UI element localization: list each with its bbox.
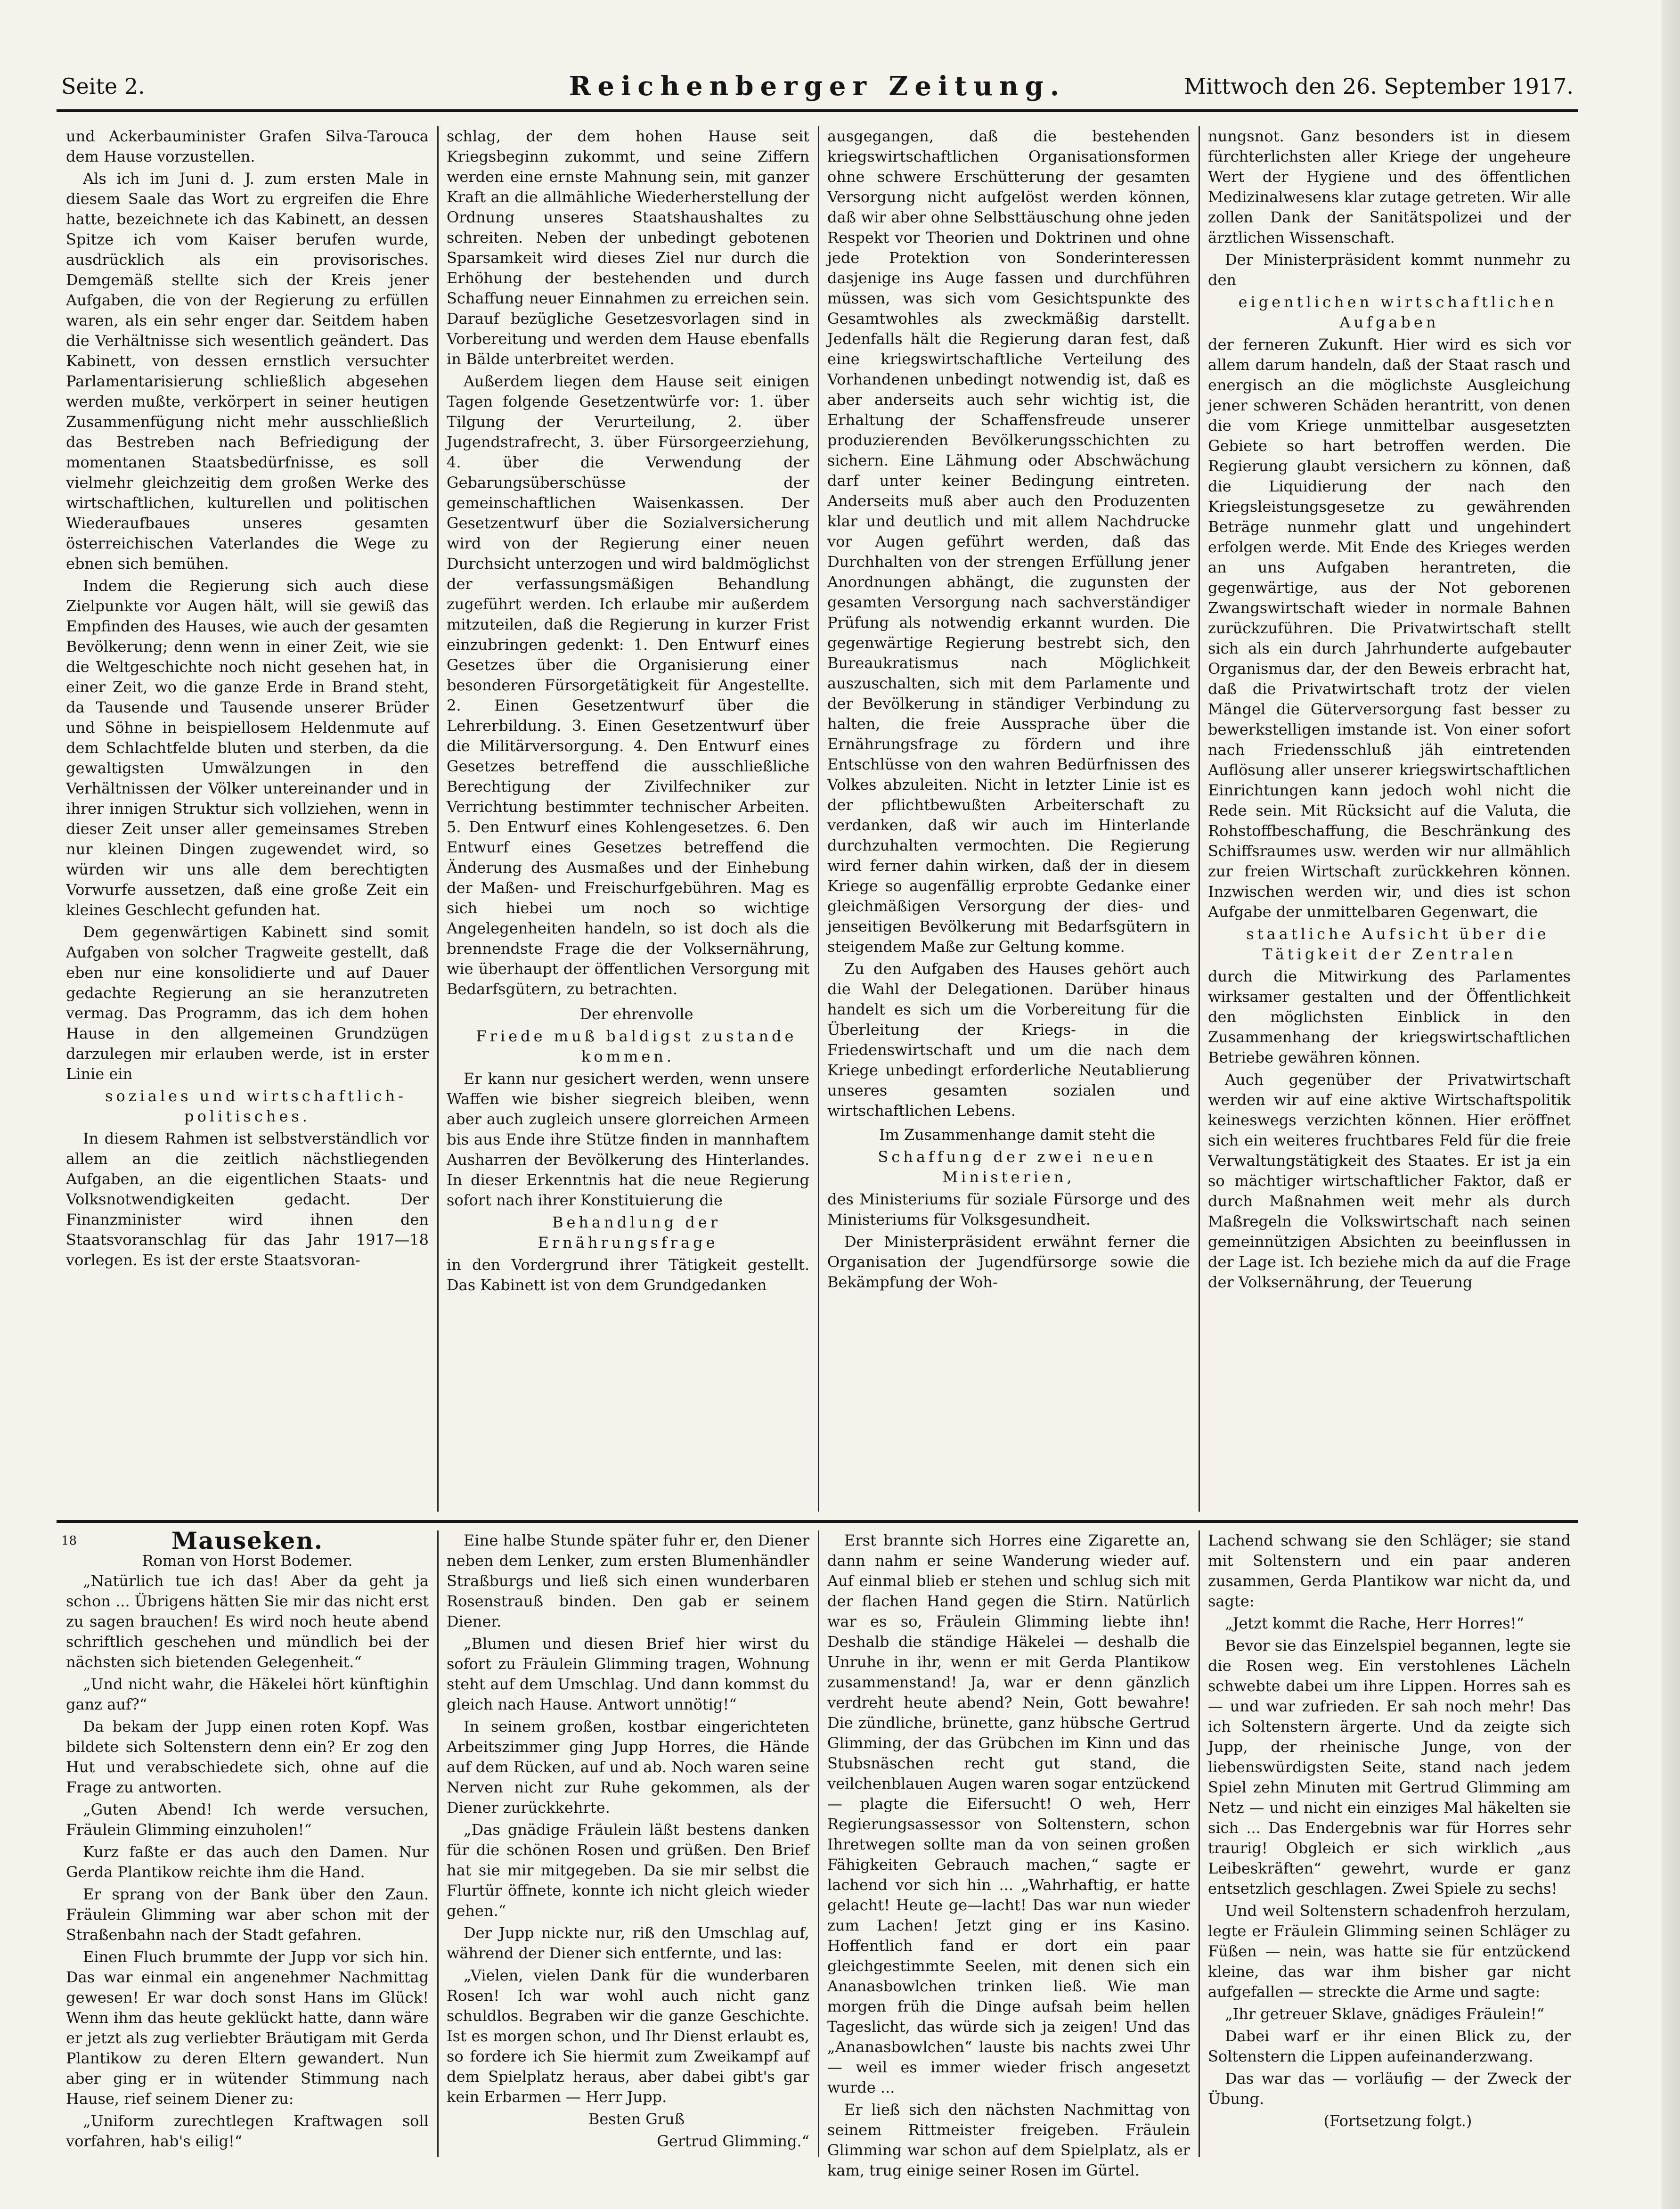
- paragraph: „Das gnädige Fräulein läßt bestens danken für die schönen Rosen und grüßen. Den Brief hat sie mir mitgegeben. Da sie mir selbst die Flurtür öffnete, konnte ich nicht gleich wieder gehen.“: [447, 1821, 809, 1920]
- column-divider: [437, 126, 439, 1512]
- paragraph: Dabei warf er ihr einen Blick zu, der Soltenstern die Lippen aufeinanderzwang.: [1208, 2027, 1571, 2065]
- column-divider: [818, 1530, 819, 2157]
- paragraph: Als ich im Juni d. J. zum ersten Male in diesem Saale das Wort zu ergreifen die Ehre hatte, bezeichnete ich das Kabinett, an dessen Spitze ich vom Kaiser berufen wurde, ausdrücklich als ein provisorisches. Demgemäß stellte sich der Kreis jener Aufgaben, die von der Regierung zu erfüllen waren, als ein sehr enger dar. Seitdem haben die Verhältnisse sich wesentlich geändert. Das Kabinett, von dessen ernstlich versuchter Parlamentarisierung schließlich abgesehen werden mußte, verkörpert in seiner heutigen Zusammenfügung nicht mehr ausschließlich das Bestreben nach Befriedigung der momentanen Staatsbedürfnisse, es soll vielmehr gleichzeitig dem großen Werke des wirtschaftlichen, kulturellen und politischen Wiederaufbaues unseres gesamten österreichischen Vaterlandes die Wege zu ebnen sich bemühen.: [66, 170, 429, 573]
- header-rule: [57, 109, 1578, 112]
- paragraph: „Uniform zurechtlegen Kraftwagen soll vorfahren, hab's eilig!“: [66, 2112, 429, 2150]
- section-subheading: Schaffung der zwei neuen Ministerien,: [878, 1148, 1157, 1186]
- feuilleton-column-1: [66, 1527, 429, 2157]
- letter-signature: Gertrud Glimming.“: [657, 2132, 809, 2150]
- paragraph: durch die Mitwirkung des Parlamentes wirksamer gestalten und der Öffentlichkeit den möglichsten Einblick in den Zusammenhang der kriegswirtschaftlichen Betriebe gewähren können.: [1208, 967, 1571, 1066]
- paragraph: und Ackerbauminister Grafen Silva-Tarouca dem Hause vorzustellen.: [66, 127, 429, 165]
- section-subheading: soziales und wirtschaftlich-politisches.: [105, 1087, 407, 1125]
- novel-title: Mauseken.: [171, 1527, 324, 1554]
- paragraph: Zu den Aufgaben des Hauses gehört auch die Wahl der Delegationen. Darüber hinaus handelt es sich um die Vorbereitung für die Überleitung der Kriegs- in die Friedenswirtschaft und um die nach dem Kriege unbedingt erforderliche Neutablierung unseres gesamten sozialen und wirtschaftlichen Lebens.: [827, 960, 1190, 1120]
- paragraph: „Natürlich tue ich das! Aber da geht ja schon ... Übrigens hätten Sie mir das nicht erst zu sagen brauchen! Es wird noch heute abend schriftlich geschehen und mündlich bei der nächsten sich bietenden Gelegenheit.“: [66, 1572, 429, 1671]
- paragraph: Da bekam der Jupp einen roten Kopf. Was bildete sich Soltenstern denn ein? Er zog den Hut und verabschiedete sich, ohne auf die Frage zu antworten.: [66, 1718, 429, 1796]
- paragraph: Lachend schwang sie den Schläger; sie stand mit Soltenstern und ein paar anderen zusammen, Gerda Plantikow war nicht da, und sagte:: [1208, 1531, 1571, 1610]
- paragraph: Eine halbe Stunde später fuhr er, den Diener neben dem Lenker, zum ersten Blumenhändler Straßburgs und ließ sich einen wunderbaren Rosenstrauß binden. Den gab er seinem Diener.: [447, 1531, 809, 1630]
- issue-date: Mittwoch den 26. September 1917.: [1183, 74, 1574, 99]
- paragraph: In seinem großen, kostbar eingerichteten Arbeitszimmer ging Jupp Horres, die Hände auf dem Rücken, auf und ab. Noch waren seine Nerven nicht zur Ruhe gekommen, als der Diener zurückkehrte.: [447, 1718, 809, 1816]
- letter-closing: Besten Gruß: [588, 2110, 685, 2128]
- paragraph: Der Ministerpräsident erwähnt ferner die Organisation der Jugendfürsorge sowie die Bekämpfung der Woh-: [827, 1233, 1190, 1291]
- column-divider: [437, 1530, 439, 2157]
- page-number-label: Seite 2.: [61, 74, 145, 99]
- paragraph: Auch gegenüber der Privatwirtschaft werden wir auf eine aktive Wirtschaftspolitik keineswegs verzichten können. Hier eröffnet sich ein weiteres fruchtbares Feld für die freie Verwaltungstätigkeit des Staates. Er ist ja ein so mächtiger wirtschaftlicher Faktor, daß er durch Maßnahmen weit mehr als durch Maßregeln die Volkswirtschaft nach seinen gemeinnützigen Absichten zu beeinflussen in der Lage ist. Ich beziehe mich da auf die Frage der Volksernährung, der Teuerung: [1208, 1071, 1571, 1291]
- paragraph: Einen Fluch brummte der Jupp vor sich hin. Das war einmal ein angenehmer Nachmittag gewesen! Er war doch sonst Hans im Glück! Wenn ihm das heute geklückt hatte, dann wäre er jetzt als zug verliebter Bräutigam mit Gerda Plantikow zu deren Eltern gewandert. Nun aber ging er in wütender Stimmung nach Hause, rief seinem Diener zu:: [66, 1948, 429, 2108]
- column-divider: [1199, 1530, 1200, 2157]
- paragraph: Indem die Regierung sich auch diese Zielpunkte vor Augen hält, will sie gewiß das Empfinden des Hauses, wie auch der gesamten Bevölkerung; denn wenn in einer Zeit, wie sie die Weltgeschichte noch nicht gesehen hat, in einer Zeit, wo die ganze Erde in Brand steht, da Tausende und Tausende unserer Brüder und Söhne in beispiellosem Heldenmute auf dem Schlachtfelde bluten und sterben, da die gewaltigsten Umwälzungen in den Verhältnissen der Völker untereinander und in ihrer innigen Struktur sich vollziehen, wenn in dieser Zeit unser aller gemeinsames Streben nur kleinen Dingen zugewendet wird, so würden wir uns alle dem berechtigten Vorwurfe aussetzen, daß eine große Zeit ein kleines Geschlecht gefunden hat.: [66, 577, 429, 919]
- paragraph: „Und nicht wahr, die Häkelei hört künftighin ganz auf?“: [66, 1675, 429, 1713]
- paragraph: In diesem Rahmen ist selbstverständlich vor allem an die zeitlich nächstliegenden Aufgaben, an die eigentlichen Staats- und Volksnotwendigkeiten gedacht. Der Finanzminister wird ihnen den Staatsvoranschlag für das Jahr 1917—18 vorlegen. Es ist der erste Staatsvoran-: [66, 1129, 429, 1269]
- paragraph: Dem gegenwärtigen Kabinett sind somit Aufgaben von solcher Tragweite gestellt, daß eben nur eine konsolidierte und auf Dauer gedachte Regierung an sie heranzutreten vermag. Das Programm, das ich dem hohen Hause in den allgemeinen Grundzügen darzulegen mir erlauben werde, ist in erster Linie ein: [66, 923, 429, 1083]
- paragraph: schlag, der dem hohen Hause seit Kriegsbeginn zukommt, und seine Ziffern werden eine ernste Mahnung sein, mit ganzer Kraft an die allmähliche Wiederherstellung der Ordnung unseres Staatshaushaltes zu schreiten. Neben der unbedingt gebotenen Sparsamkeit wird dieses Ziel nur durch die Erhöhung der bestehenden und durch Schaffung neuer Einnahmen zu erreichen sein. Darauf bezügliche Gesetzesvorlagen sind in Vorbereitung und werden dem Hause ebenfalls in Bälde unterbreitet werden.: [447, 127, 809, 368]
- section-subheading: Friede muß baldigst zustande kommen.: [476, 1027, 797, 1065]
- page-header: [57, 71, 1578, 104]
- paragraph: des Ministeriums für soziale Fürsorge und des Ministeriums für Volksgesundheit.: [827, 1190, 1190, 1228]
- paragraph: Bevor sie das Einzelspiel begannen, legte sie die Rosen weg. Ein verstohlenes Lächeln schwebte dabei um ihre Lippen. Horres sah es — und war zufrieden. Er sah noch mehr! Das ich Soltenstern ärgerte. Und da zeigte sich Jupp, der rheinische Junge, von der liebenswürdigsten Seite, stand nach jedem Spiel zehn Minuten mit Gertrud Glimming am Netz — und nicht ein einziges Mal häkelten sie sich ... Das Endergebnis war für Horres sehr traurig! Obgleich er sich wirklich „aus Leibeskräften“ gewehrt, wurde er ganz entsetzlich geschlagen. Zwei Spiele zu sechs!: [1208, 1636, 1571, 1898]
- feuilleton-rule: [57, 1520, 1578, 1523]
- section-lead: Im Zusammenhange damit steht die: [879, 1126, 1156, 1144]
- feuilleton-column-3: [827, 1530, 1190, 2179]
- article-column-4: [1208, 126, 1571, 1512]
- continuation-note: (Fortsetzung folgt.): [1323, 2112, 1472, 2130]
- novel-byline: Roman von Horst Bodemer.: [142, 1552, 353, 1570]
- section-subheading: staatliche Aufsicht über die Tätigkeit der Zentralen: [1246, 925, 1550, 963]
- paragraph: „Ihr getreuer Sklave, gnädiges Fräulein!“: [1225, 2005, 1545, 2023]
- paragraph: „Vielen, vielen Dank für die wunderbaren Rosen! Ich war wohl auch nicht ganz schuldlos. Begraben wir die ganze Geschichte. Ist es morgen schon, und Ihr Dienst erlaubt es, so fordere ich Sie hiermit zum Zweikampf auf dem Spielplatz heraus, aber dabei gibt's gar kein Erbarmen — Herr Jupp.: [447, 1966, 809, 2106]
- article-column-3: [827, 126, 1190, 1512]
- paragraph: Das war das — vorläufig — der Zweck der Übung.: [1208, 2070, 1571, 2108]
- paragraph: Und weil Soltenstern schadenfroh herzulam, legte er Fräulein Glimming seinen Schläger zu Füßen — nein, was hatte sie für entzückend kleine, das war ihm bisher gar nicht aufgefallen — streckte die Arme und sagte:: [1208, 1902, 1571, 2001]
- paragraph: Er sprang von der Bank über den Zaun. Fräulein Glimming war aber schon mit der Straßenbahn nach der Stadt gefahren.: [66, 1885, 429, 1944]
- paragraph: Er kann nur gesichert werden, wenn unsere Waffen wie bisher siegreich bleiben, wenn aber auch zugleich unsere glorreichen Armeen bis aus Ende ihre Stütze finden in mannhaftem Ausharren der Bevölkerung des Hinterlandes. In dieser Erkenntnis hat die neue Regierung sofort nach ihrer Konstituierung die: [447, 1070, 809, 1209]
- paragraph: nungsnot. Ganz besonders ist in diesem fürchterlichsten aller Kriege der ungeheure Wert der Hygiene und des öffentlichen Medizinalwesens klar zutage getreten. Wir alle zollen Dank der Sanitätspolizei und der ärztlichen Wissenschaft.: [1208, 127, 1571, 246]
- feuilleton-column-2: [447, 1530, 809, 2157]
- section-subheading: eigentlichen wirtschaftlichen Aufgaben: [1238, 293, 1558, 331]
- paragraph: ausgegangen, daß die bestehenden kriegswirtschaftlichen Organisationsformen ohne schwere Erschütterung der gesamten Versorgung nicht aufgelöst werden können, daß wir aber ohne Selbsttäuschung ohne jeden Respekt vor Theorien und Doktrinen und ohne jede Protektion von Sonderinteressen dasjenige ins Auge fassen und durchführen müssen, was sich vom Gesichtspunkte des Gesamtwohles als zweckmäßig darstellt. Jedenfalls hält die Regierung daran fest, daß eine kriegswirtschaftliche Verteilung des Vorhandenen unbedingt notwendig ist, daß es aber anderseits auch sehr wichtig ist, die Erhaltung der Schaffensfreude unserer produzierenden Bevölkerungsschichten zu sichern. Eine Lähmung oder Abschwächung darf unter keiner Bedingung eintreten. Anderseits muß aber auch den Produzenten klar und deutlich und mit allem Nachdrucke vor Augen geführt werden, daß das Durchhalten von der strengen Erfüllung jener Anordnungen abhängt, die zugunsten der gesamten Versorgung nach sachverständiger Prüfung als notwendig erkannt wurden. Die gegenwärtige Regierung bestrebt sich, den Bureaukratismus nach Möglichkeit auszuschalten, sich mit dem Parlamente und der Bevölkerung in ständiger Verbindung zu halten, die freie Aussprache über die Ernährungsfrage zu fördern und ihre Entschlüsse von den wahren Bedürfnissen des Volkes abzuleiten. Nicht in letzter Linie ist es der pflichtbewußten Arbeiterschaft zu verdanken, daß wir auch im Hinterlande durchzuhalten vermochten. Die Regierung wird ferner dahin wirken, daß der in diesem Kriege so augenfällig erprobte Gedanke einer gleichmäßigen Versorgung der dies- und jenseitigen Bevölkerung mit Bedarfsgütern in steigendem Maße zur Geltung komme.: [827, 127, 1190, 956]
- section-lead: Der ehrenvolle: [579, 1005, 693, 1023]
- article-column-1: [66, 126, 429, 1512]
- feuilleton-column-4: [1208, 1530, 1571, 2157]
- paragraph: Der Ministerpräsident kommt nunmehr zu den: [1208, 251, 1571, 289]
- paragraph: Er ließ sich den nächsten Nachmittag von seinem Rittmeister freigeben. Fräulein Glimming war schon auf dem Spielplatz, als er kam, trug einige seiner Rosen im Gürtel.: [827, 2101, 1190, 2179]
- paragraph: „Blumen und diesen Brief hier wirst du sofort zu Fräulein Glimming tragen, Wohnung steht auf dem Umschlag. Und dann kommst du gleich nach Hause. Antwort unnötig!“: [447, 1635, 809, 1713]
- column-divider: [818, 126, 819, 1512]
- paragraph: Kurz faßte er das auch den Damen. Nur Gerda Plantikow reichte ihm die Hand.: [66, 1843, 429, 1881]
- newspaper-masthead: Reichenberger Zeitung.: [569, 71, 1066, 102]
- installment-number: 18: [61, 1534, 77, 1548]
- scan-edge: [1661, 0, 1680, 2209]
- paragraph: der ferneren Zukunft. Hier wird es sich vor allem darum handeln, daß der Staat rasch und energisch an die möglichste Ausgleichung jener schweren Schäden herantritt, von denen die vom Kriege unmittelbar ausgesetzten Gebiete so hart betroffen werden. Die Regierung glaubt versichern zu können, daß die Liquidierung der nach den Kriegsleistungsgesetze zu gewährenden Beträge nunmehr glatt und ungehindert erfolgen werde. Mit Ende des Krieges werden an uns Aufgaben herantreten, die gegenwärtige, aus der Not geborenen Zwangswirtschaft wieder in normale Bahnen zurückzuführen. Die Privatwirtschaft stellt sich als ein durch Jahrhunderte aufgebauter Organismus dar, der den Beweis erbracht hat, daß die Privatwirtschaft trotz der vielen Mängel die Güterversorgung fast besser zu bewerkstelligen imstande ist. Von einer sofort nach Friedensschluß jäh eintretenden Auflösung aller unserer kriegswirtschaftlichen Einrichtungen kann jedoch wohl nicht die Rede sein. Mit Rücksicht auf die Valuta, die Rohstoffbeschaffung, die Beschränkung des Schiffsraumes usw. werden wir nur allmählich zur freien Wirtschaft zurückkehren können. Inzwischen werden wir, und dies ist schon Aufgabe der unmittelbaren Gegenwart, die: [1208, 335, 1571, 921]
- paragraph: „Guten Abend! Ich werde versuchen, Fräulein Glimming einzuholen!“: [66, 1800, 429, 1839]
- paragraph: in den Vordergrund ihrer Tätigkeit gestellt. Das Kabinett ist von dem Grundgedanken: [447, 1256, 809, 1294]
- section-subheading: Behandlung der Ernährungsfrage: [538, 1213, 721, 1252]
- paragraph: Der Jupp nickte nur, riß den Umschlag auf, während der Diener sich entfernte, und las:: [447, 1924, 809, 1962]
- column-divider: [1199, 126, 1200, 1512]
- paragraph: Außerdem liegen dem Hause seit einigen Tagen folgende Gesetzentwürfe vor: 1. über Tilgung der Verurteilung, 2. über Jugendstrafrecht, 3. über Fürsorgeerziehung, 4. über die Verwendung der Gebarungsüberschüsse der gemeinschaftlichen Waisenkassen. Der Gesetzentwurf über die Sozialversicherung wird von der Regierung einer neuen Durchsicht unterzogen und wird baldmöglichst der verfassungsmäßigen Behandlung zugeführt werden. Ich erlaube mir außerdem mitzuteilen, daß die Regierung in kurzer Frist einzubringen gedenkt: 1. Den Entwurf eines Gesetzes über die Organisierung einer besonderen Fürsorgetätigkeit für Angestellte. 2. Einen Gesetzentwurf über die Lehrerbildung. 3. Einen Gesetzentwurf über die Militärversorgung. 4. Den Entwurf eines Gesetzes betreffend die ausschließliche Berechtigung der Zivilfechniker zur Verrichtung bestimmter technischer Arbeiten. 5. Den Entwurf eines Kohlengesetzes. 6. Den Entwurf eines Gesetzes betreffend die Änderung des Ausmaßes und der Einhebung der Maßen- und Freischurfgebühren. Mag es sich hiebei um noch so wichtige Angelegenheiten handeln, so ist doch als die brennendste Frage die der Volksernährung, wie überhaupt der öffentlichen Versorgung mit Bedarfsgütern, zu betrachten.: [447, 372, 809, 998]
- article-column-2: [447, 126, 809, 1512]
- paragraph: „Jetzt kommt die Rache, Herr Horres!“: [1225, 1614, 1524, 1632]
- paragraph: Erst brannte sich Horres eine Zigarette an, dann nahm er seine Wanderung wieder auf. Auf einmal blieb er stehen und schlug sich mit der flachen Hand gegen die Stirn. Natürlich war es so, Fräulein Glimming liebte ihn! Deshalb die ständige Häkelei — deshalb die Unruhe in ihr, wenn er mit Gerda Plantikow zusammenstand! Ja, war er denn gänzlich verdreht heute abend? Nein, Gott bewahre! Die zündliche, brünette, ganz hübsche Gertrud Glimming, der das Grübchen im Kinn und das Stubsnäschen recht gut stand, die veilchenblauen Augen waren sogar entzückend — plagte die Eifersucht! O weh, Herr Regierungsassessor von Soltenstern, schon Ihretwegen sollte man da von seinen großen Fähigkeiten Gebrauch machen,“ sagte er lachend vor sich hin ... „Wahrhaftig, er hatte gelacht! Heute ge—lacht! Das war nun wieder zum Lachen! Jetzt ging er ins Kasino. Hoffentlich fand er dort ein paar gleichgestimmte Seelen, mit denen sich ein Ananasbowlchen trinken ließ. Wie man morgen früh die Dinge aufsah beim hellen Tageslicht, das würde sich ja zeigen! Und das „Ananasbowlchen“ lauste bis nachts zwei Uhr — weil es immer wieder frisch angesetzt wurde ...: [827, 1531, 1190, 2096]
